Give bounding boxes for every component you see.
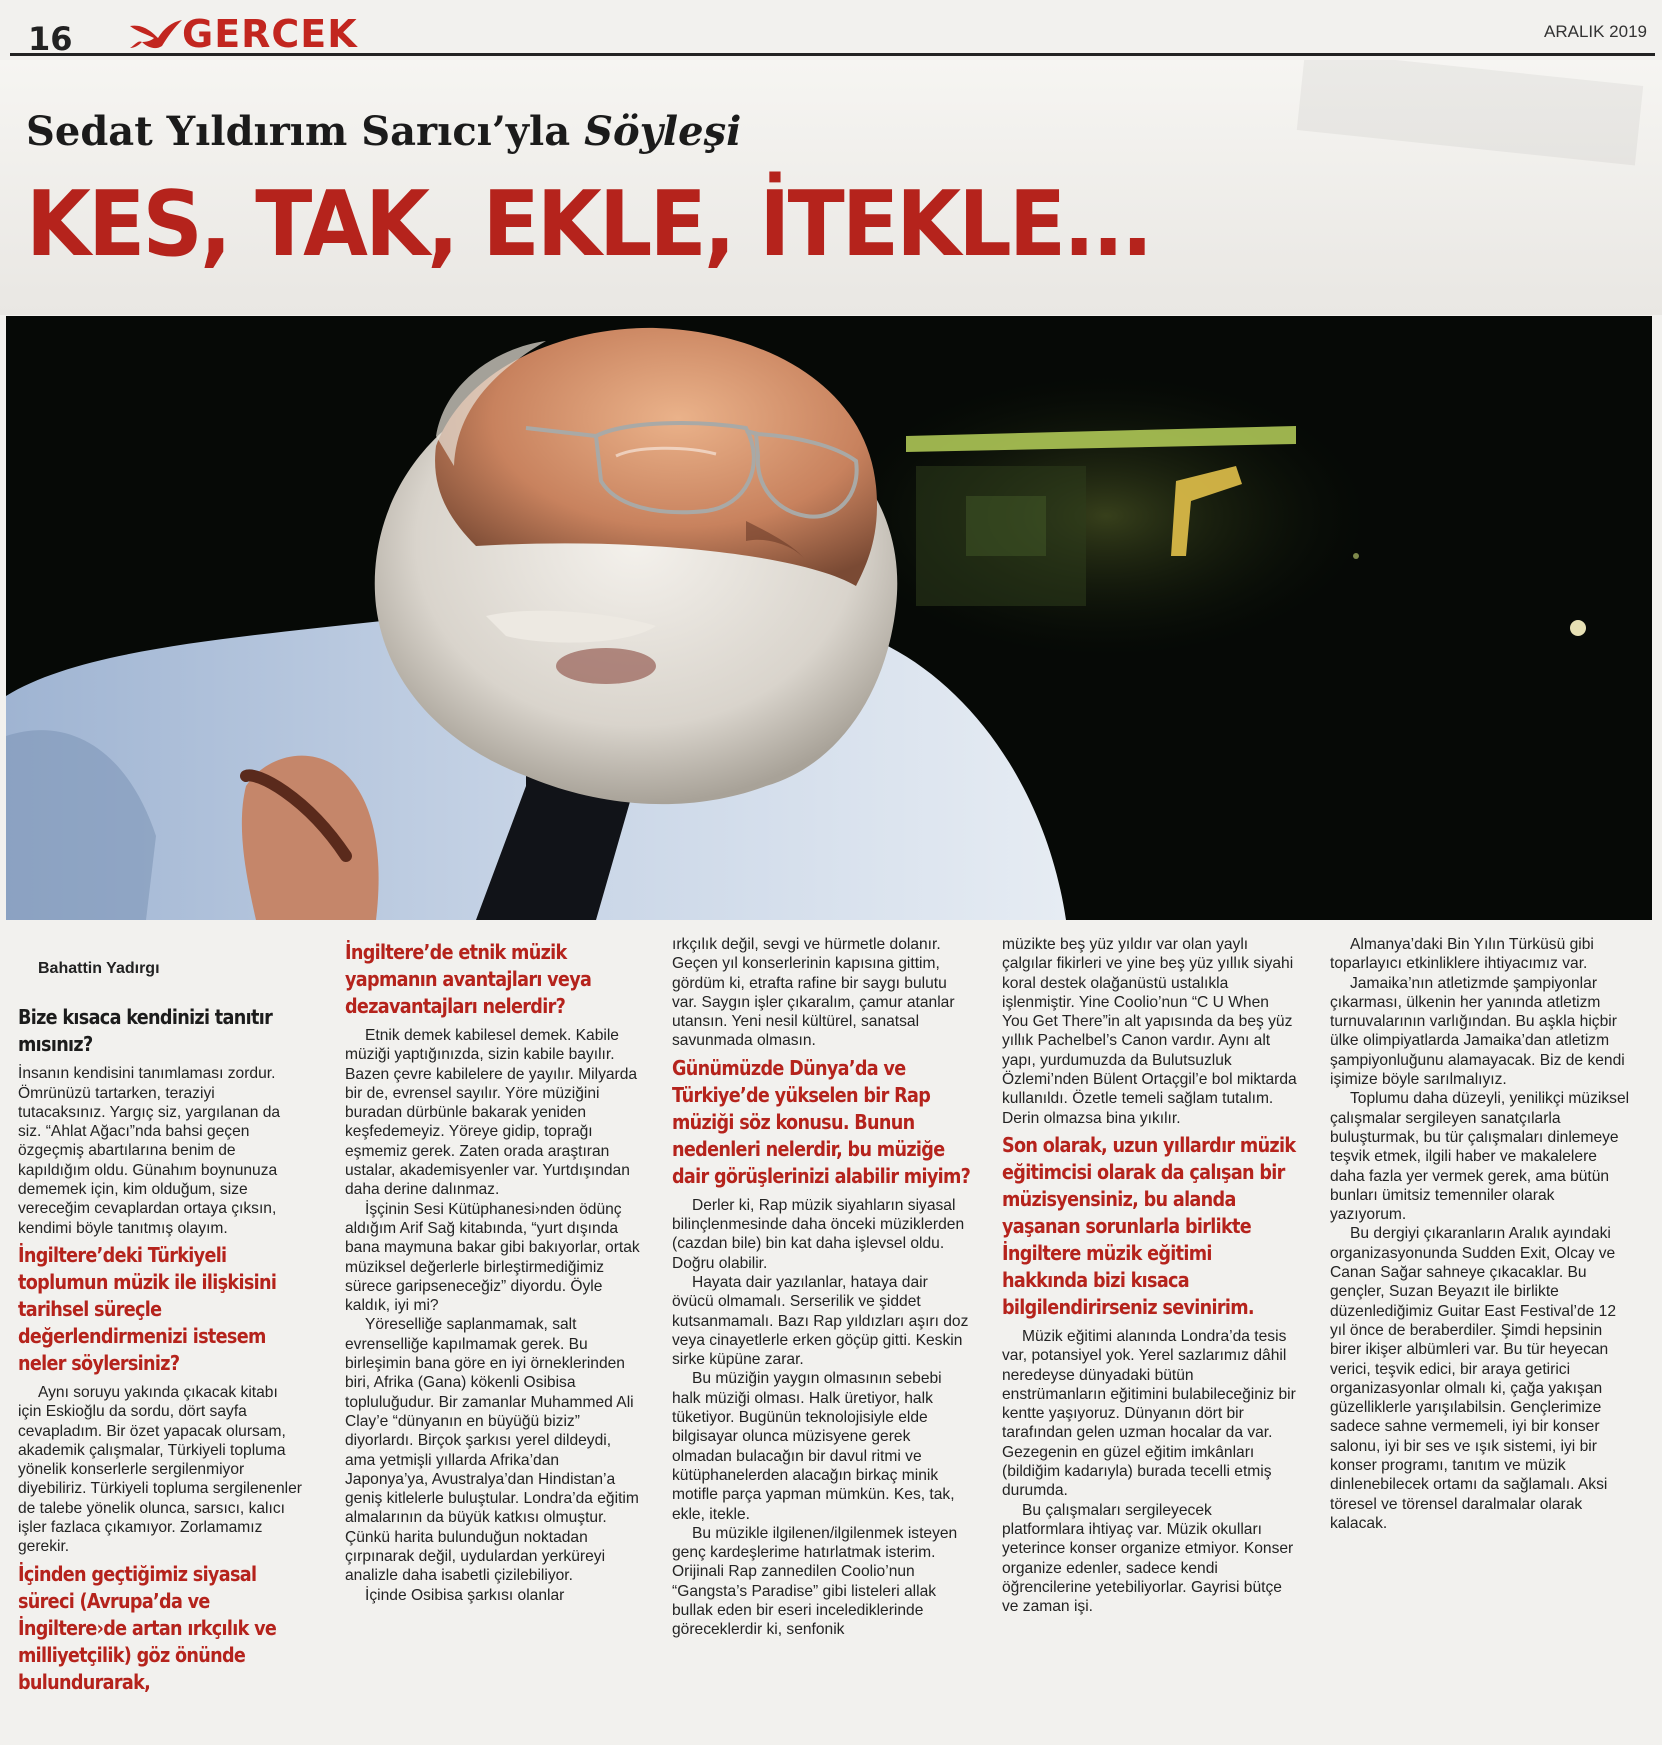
- body-paragraph: İçinde Osibisa şarkısı olanlar: [365, 1586, 565, 1604]
- article-column: [345, 935, 640, 1735]
- question-heading: İngiltere’de etnik müzik yapmanın avantajları veya dezavantajları nelerdir?: [345, 940, 592, 1018]
- body-paragraph: müzikte beş yüz yıldır var olan yaylı çalgılar fikirleri ve yine beş yüz yıllık siyahi koral destek olağanüstü ustalıkla işlenmiştir. Yine Coolio’nun “C U When You Get There”in alt yapısında da beş yüz yıllık Pachelbel’s Canon vardır. Aynı alt yapı, yurdumuzda da Bulutsuzluk Özlemi’nden Bülent Ortaçgil’e bol miktarda kullanıldı. Özetle temeli sağlam tutalım. Derin olmazsa bina yıkılır.: [1002, 936, 1297, 1127]
- portrait-photo: [6, 316, 1652, 920]
- question-heading: İçinden geçtiğimiz siyasal süreci (Avrupa’da ve İngiltere›de artan ırkçılık ve milliyetçilik) göz önünde bulundurarak,: [18, 1561, 277, 1694]
- body-paragraph: Bu müzikle ilgilenen/ilgilenmek isteyen genç kardeşlerime hatırlatmak isterim. Orijinali Rap zannedilen Coolio’nun “Gangsta’s Paradise” gibi listeleri allak bullak eden bir eseri incelediklerinde göreceklerdir ki, senfonik: [672, 1524, 958, 1639]
- body-paragraph: Almanya’daki Bin Yılın Türküsü gibi toparlayıcı etkinliklere ihtiyacımız var.: [1330, 936, 1594, 973]
- kicker-name: Sedat Yıldırım Sarıcı’yla: [26, 108, 571, 155]
- masthead: [10, 8, 1655, 56]
- body-paragraph: Yöreselliğe saplanmamak, salt evrenselliğe kapılmamak gerek. Bu birleşimin bana göre en iyi örneklerinden biri, Afrika (Gana) kökenli Osibisa topluluğudur. Bir zamanlar Muhammed Ali Clay’e “dünyanın en büyüğü biziz” diyorlardı. Birçok şarkısı yerel dildeydi, ama yetmişli yıllarda Afrika’dan Japonya’ya, Avustralya’dan Hindistan’a geniş kitlelerle buluştular. Londra’da eğitim almalarının da büyük katkısı olmuştur. Çünkü harita bulunduğun noktadan çırpınarak değil, uydulardan yerküreyi analizle daha isabetli çizilebiliyor.: [345, 1316, 639, 1585]
- body-paragraph: İnsanın kendisini tanımlaması zordur. Ömrünüzü tartarken, teraziyi tutacaksınız. Yargıç siz, yargılanan da siz. “Ahlat Ağacı”nda bahsi geçen özgeçmiş abartılarına benim de kapıldığım oldu. Günahım boynunuza dememek için, kim olduğum, size vereceğim cevaplardan ortaya çıksın, kendimi böyle tanıtmış olayım.: [18, 1065, 281, 1237]
- body-paragraph: Bu müziğin yaygın olmasının sebebi halk müziği olması. Halk üretiyor, halk tüketiyor. Bugünün teknolojisiyle elde bilgisayar olunca müzisyene gerek olmadan bulacağın bir davul ritmi ve kütüphanelerden alacağın birkaç minik motifle parça yapman mümkün. Kes, tak, ekle, itekle.: [672, 1370, 955, 1523]
- article-body: [0, 935, 1662, 1735]
- headline: KES, TAK, EKLE, İTEKLE...: [26, 172, 1151, 277]
- body-paragraph: Toplumu daha düzeyli, yenilikçi müziksel çalışmalar sergileyen sanatçılarla buluşturmak, bu tür çalışmaları dinlemeye teşvik etmek, ilgili haber ve makalelere daha fazla yer vermek gerek, ama bütün bunları ümitsiz temenniler olarak yazıyorum.: [1330, 1090, 1630, 1224]
- question-heading: Son olarak, uzun yıllardır müzik eğitimcisi olarak da çalışan bir müzisyensiniz, bu alanda yaşanan sorunlarla birlikte İngiltere müzik eğitimi hakkında bizi kısaca bilgilendirirseniz sevinirim.: [1002, 1132, 1296, 1319]
- body-paragraph: Hayata dair yazılanlar, hataya dair övücü olmamalı. Serserilik ve şiddet kutsanmamalı. Bazı Rap yıldızları aşırı doz veya cinayetlerle erken göçüp gitti. Keskin sirke küpüne zarar.: [672, 1273, 969, 1369]
- interview-kicker: [26, 108, 741, 155]
- body-paragraph: ırkçılık değil, sevgi ve hürmetle dolanır. Geçen yıl konserlerinin kapısına gittim, gördüm ki, etrafta rafine bir saygı bulutu var. Saygın işler çıkaralım, çamur atanlar utansın. Yeni nesil kültürel, sanatsal savunmada olmasın.: [672, 936, 955, 1050]
- bird-logo-icon: [128, 14, 184, 54]
- question-heading: Günümüzde Dünya’da ve Türkiye’de yükselen bir Rap müziği söz konusu. Bunun nedenleri nelerdir, bu müziğe dair görüşlerinizi alabilir miyim?: [672, 1055, 971, 1188]
- publication-logo: [128, 12, 358, 56]
- body-paragraph: Aynı soruyu yakında çıkacak kitabı için Eskioğlu da sordu, dört sayfa cevapladım. Bir özet yapacak olursam, akademik çalışmalar, Türkiyeli topluma yönelik konserlerle sergilenmiyor diyebiliriz. Türkiyeli topluma sergilenenler de talebe yönelik olunca, sarsıcı, kalıcı işler fazlaca çıkamıyor. Zorlamamız gerekir.: [18, 1383, 302, 1556]
- article-column: [1002, 935, 1298, 1735]
- portrait-illustration: [6, 316, 1652, 920]
- show-through-print: [1297, 60, 1643, 166]
- byline: Bahattin Yadırgı: [38, 960, 160, 977]
- page-number: 16: [28, 20, 73, 58]
- kicker-label: Söyleşi: [584, 108, 742, 155]
- article-column: [18, 935, 303, 1735]
- article-column: [672, 935, 972, 1735]
- body-paragraph: Derler ki, Rap müzik siyahların siyasal bilinçlenmesinde daha önceki müziklerden (cazdan bile) bin kat daha işlevsel oldu. Doğru olabilir.: [672, 1196, 965, 1272]
- question-heading: İngiltere’deki Türkiyeli toplumun müzik ile ilişkisini tarihsel süreçle değerlendirmenizi istesem neler söylersiniz?: [18, 1242, 277, 1375]
- body-paragraph: İşçinin Sesi Kütüphanesi›nden ödünç aldığım Arif Sağ kitabında, “yurt dışında bana maymuna bakar gibi bakıyorlar, ortak müziksel değerlerle birleştirmediğimiz sürece garipseneceğiz” diyordu. Öyle kaldık, iyi mi?: [345, 1200, 640, 1315]
- article-column: [1330, 935, 1630, 1735]
- question-heading: Bize kısaca kendinizi tanıtır mısınız?: [18, 1005, 273, 1057]
- body-paragraph: Bu dergiyi çıkaranların Aralık ayındaki organizasyonunda Sudden Exit, Olcay ve Canan Sağar sahneye çıkacaklar. Bu gençler, Suzan Beyazıt ile birlikte düzenlediğimiz Guitar East Festival’de 12 yıl önce de beraberdiler. Şimdi hepsinin birer ikişer albümleri var. Bu tür heyecan verici, teşvik edici, bir araya getirici organizasyonlar olmalı ki, çağa yakışan güzelliklerle yarışılabilsin. Gençlerimize sadece sahne vermemeli, iyi bir konser salonu, iyi bir ses ve ışık sistemi, iyi bir konser programı, tanıtım ve müzik dinlenebilecek ortamı da sağlamalı. Aksi töresel ve törensel daralmalar olarak kalacak.: [1330, 1225, 1617, 1532]
- body-paragraph: Müzik eğitimi alanında Londra’da tesis var, potansiyel yok. Yerel sazlarımız dâhil neredeyse dünyadaki bütün enstrümanların eğitimini bulabileceğiniz bir kentte yaşıyoruz. Dünyanın dört bir tarafından gelen uzman hocalar da var. Gezegenin en güzel eğitim imkânları (bildiğim kadarıyla) burada tecelli etmiş durumda.: [1002, 1327, 1296, 1500]
- issue-date: ARALIK 2019: [1543, 22, 1647, 41]
- logo-wordmark: GERCEK: [182, 12, 358, 56]
- body-paragraph: Etnik demek kabilesel demek. Kabile müziği yaptığınızda, sizin kabile bayılır. Bazen çevre kabilelere de yayılır. Milyarda bir de, evrensel sayılır. Yöre müziğini buradan dürbünle bakarak yeniden keşfedemeyiz. Yöreye gidip, toprağı eşmemiz gerek. Zaten orada araştıran ustalar, akademisyenler var. Yurtdışından daha derine dalınmaz.: [345, 1027, 638, 1199]
- body-paragraph: Bu çalışmaları sergileyecek platformlara ihtiyaç var. Müzik okulları yeterince konser organize etmiyor. Konser organize edenler, sadece kendi öğrencilerine yetebiliyorlar. Gayrisi bütçe ve zaman işi.: [1002, 1501, 1294, 1616]
- body-paragraph: Jamaika’nın atletizmde şampiyonlar çıkarması, ülkenin her yanında atletizm turnuvalarının varlığından. Bu aşkla hiçbir ülke olimpiyatlarda Jamaika’dan atletizm şampiyonluğunu alamayacak. Biz de kendi işimize böyle sarılmalıyız.: [1330, 974, 1625, 1089]
